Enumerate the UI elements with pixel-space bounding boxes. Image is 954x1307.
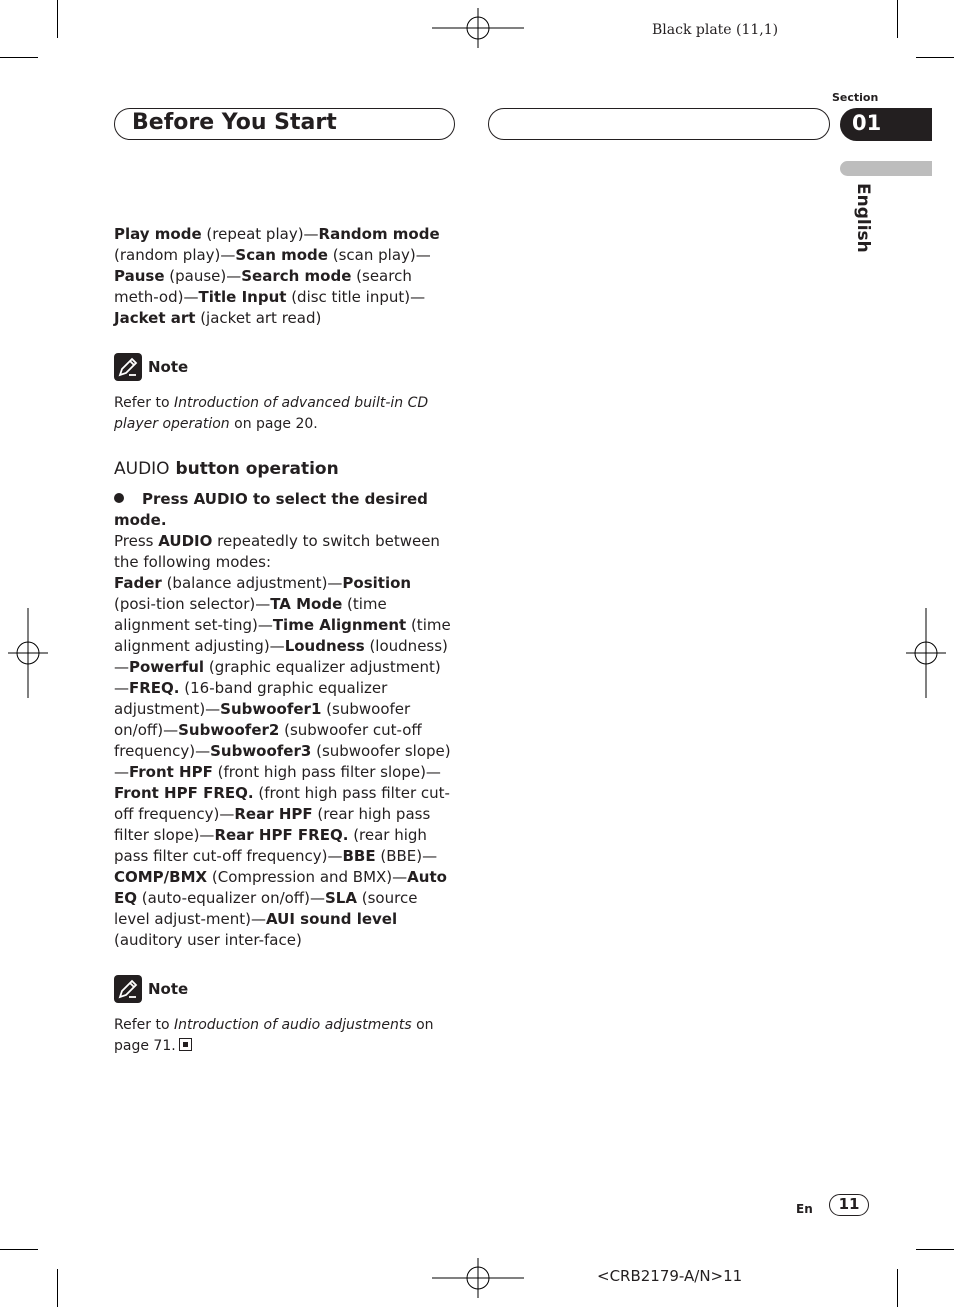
mode-description: (search meth-od)— — [114, 267, 412, 306]
mode-name: Rear HPF FREQ. — [214, 826, 349, 844]
crop-mark — [916, 57, 954, 58]
crop-mark — [57, 0, 58, 38]
note-pencil-icon — [114, 975, 142, 1003]
mode-name: Pause — [114, 267, 165, 285]
language-tab: English — [853, 183, 873, 253]
intro-text — [114, 531, 454, 573]
crop-mark — [916, 1249, 954, 1250]
section-number: 01 — [852, 111, 882, 135]
registration-mark-bottom — [432, 1258, 524, 1298]
note-reference: Introduction of audio adjustments — [173, 1017, 412, 1033]
mode-description: (BBE)— — [375, 847, 438, 865]
note-block-1 — [114, 353, 454, 435]
mode-description: (auditory user inter-face) — [114, 931, 302, 949]
note-prefix: Refer to — [114, 1017, 174, 1033]
heading-light: AUDIO — [114, 459, 170, 479]
mode-name: Front HPF FREQ. — [114, 784, 254, 802]
note-heading-label: Note — [148, 357, 189, 376]
note-heading — [114, 353, 454, 381]
heading-bold: button operation — [169, 459, 339, 479]
registration-mark-left — [8, 608, 48, 698]
mode-description: (Compression and BMX)— — [207, 868, 408, 886]
mode-description: (rear high pass filter slope)— — [114, 805, 431, 844]
note-suffix: on page 20. — [229, 416, 318, 432]
note-heading — [114, 975, 454, 1003]
chapter-title: Before You Start — [132, 110, 337, 135]
mode-name: COMP/BMX — [114, 868, 208, 886]
mode-description: (repeat play)— — [201, 225, 319, 243]
mode-description: (rear high pass filter cut-off frequency)— — [114, 826, 427, 865]
mode-name: Title Input — [198, 288, 287, 306]
note-reference: Introduction of advanced built-in CD player operation — [114, 395, 429, 432]
mode-name: Fader — [114, 574, 162, 592]
mode-description: (scan play)— — [327, 246, 431, 264]
mode-name: Scan mode — [235, 246, 328, 264]
crop-mark — [897, 0, 898, 38]
mode-description: (random play)— — [114, 246, 236, 264]
section-label: Section — [832, 91, 879, 104]
mode-description: (time alignment set-ting)— — [114, 595, 387, 634]
step-text: Press AUDIO to select the desired mode. — [114, 490, 428, 529]
page-number: 11 — [829, 1194, 869, 1216]
mode-name: Position — [342, 574, 412, 592]
modes-list — [114, 224, 454, 329]
mode-name: Subwoofer3 — [210, 742, 312, 760]
mode-description: (source level adjust-ment)— — [114, 889, 418, 928]
plate-label: Black plate (11,1) — [652, 22, 779, 38]
mode-name: Auto EQ — [114, 868, 447, 907]
mode-description: (posi-tion selector)— — [114, 595, 271, 613]
note-text — [114, 1015, 454, 1057]
registration-mark-right — [906, 608, 946, 698]
mode-description: (front high pass filter slope)— — [212, 763, 441, 781]
mode-name: Play mode — [114, 225, 202, 243]
mode-name: Search mode — [241, 267, 352, 285]
step-instruction — [114, 489, 454, 531]
audio-section — [114, 459, 454, 951]
mode-description: (loudness)— — [114, 637, 448, 676]
registration-mark-top — [432, 8, 524, 48]
mode-description: (disc title input)— — [286, 288, 426, 306]
mode-name: Front HPF — [129, 763, 213, 781]
mode-description: (balance adjustment)— — [161, 574, 343, 592]
note-text — [114, 393, 454, 435]
chapter-header-empty — [488, 108, 830, 140]
mode-description: (graphic equalizer adjustment)— — [114, 658, 441, 697]
mode-name: SLA — [325, 889, 357, 907]
mode-name: BBE — [342, 847, 376, 865]
crop-mark — [57, 1269, 58, 1307]
intro-prefix: Press — [114, 532, 159, 550]
intro-suffix: repeatedly to switch between the following modes: — [114, 532, 440, 571]
mode-name: Subwoofer2 — [178, 721, 280, 739]
bullet-icon — [114, 493, 124, 503]
language-tab-bar — [840, 161, 932, 176]
mode-description: (pause)— — [164, 267, 242, 285]
modes-paragraph — [114, 224, 454, 329]
mode-description: (front high pass filter cut-off frequency)— — [114, 784, 450, 823]
crop-mark — [0, 57, 38, 58]
mode-name: Random mode — [318, 225, 440, 243]
mode-name: Jacket art — [114, 309, 196, 327]
mode-name: Powerful — [129, 658, 205, 676]
mode-description: (time alignment adjusting)— — [114, 616, 451, 655]
note-prefix: Refer to — [114, 395, 174, 411]
mode-name: AUI sound level — [266, 910, 398, 928]
mode-description: (jacket art read) — [195, 309, 322, 327]
note-heading-label: Note — [148, 979, 189, 998]
mode-description: (subwoofer slope)— — [114, 742, 451, 781]
chapter-header — [114, 108, 455, 140]
crop-mark — [897, 1269, 898, 1307]
mode-description: (auto-equalizer on/off)— — [137, 889, 325, 907]
mode-name: Subwoofer1 — [220, 700, 322, 718]
mode-name: FREQ. — [129, 679, 180, 697]
footer-lang: En — [796, 1202, 813, 1216]
note-suffix: on page 71. — [114, 1017, 434, 1054]
note-block-2 — [114, 975, 454, 1057]
mode-description: (16-band graphic equalizer adjustment)— — [114, 679, 388, 718]
mode-name: Time Alignment — [272, 616, 407, 634]
note-pencil-icon — [114, 353, 142, 381]
crop-mark — [0, 1249, 38, 1250]
footer-code: <CRB2179-A/N>11 — [597, 1267, 743, 1285]
mode-description: (subwoofer on/off)— — [114, 700, 411, 739]
end-mark-icon — [179, 1038, 192, 1051]
audio-modes-list — [114, 573, 454, 951]
mode-description: (subwoofer cut-off frequency)— — [114, 721, 422, 760]
mode-name: Rear HPF — [234, 805, 313, 823]
mode-name: Loudness — [284, 637, 365, 655]
section-heading — [114, 459, 454, 480]
mode-name: TA Mode — [270, 595, 343, 613]
intro-bold: AUDIO — [158, 532, 213, 550]
section-badge — [840, 108, 932, 141]
